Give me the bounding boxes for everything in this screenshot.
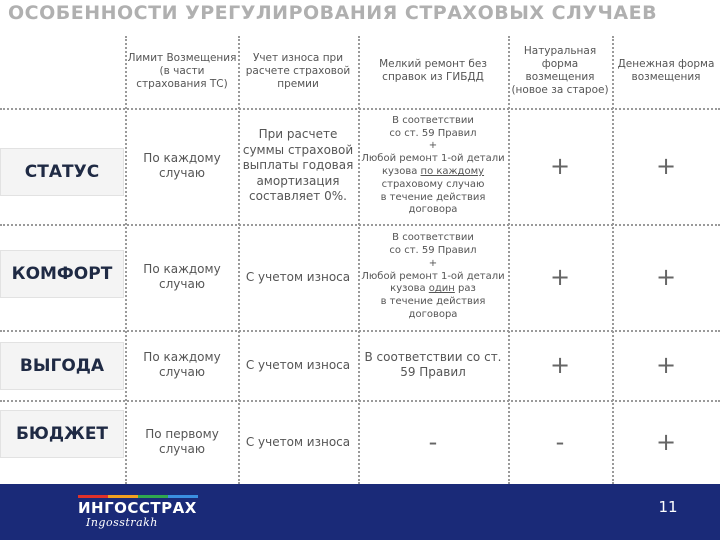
- repair-line: В соответствии: [392, 232, 474, 244]
- budget-money-mark: +: [655, 428, 677, 456]
- repair-line: в течение действия договора: [380, 191, 486, 216]
- status-natural-mark: +: [549, 152, 571, 180]
- header-natural-form: Натуральная форма возмещения (новое за старое): [511, 45, 609, 96]
- header-wear: Учет износа при расчете страховой премии: [245, 51, 351, 90]
- benefit-small-repair: В соответствии со ст. 59 Правил: [364, 350, 502, 379]
- page-number: 11: [658, 498, 678, 516]
- status-wear: При расчете суммы страховой выплаты годовая амортизация составляет 0%.: [242, 127, 354, 204]
- row-label-status: СТАТУС: [0, 148, 124, 196]
- benefit-limit: По каждому случаю: [143, 350, 221, 379]
- repair-line: со ст. 59 Правил: [389, 127, 477, 139]
- logo-wordmark: ИНГОССТРАХ: [78, 499, 197, 517]
- budget-natural-mark: -: [555, 428, 565, 456]
- comfort-money-mark: +: [655, 263, 677, 291]
- header-limit: Лимит Возмещения (в части страхования ТС): [127, 51, 237, 90]
- repair-line: со ст. 59 Правил: [389, 245, 477, 256]
- benefit-natural-mark: +: [549, 351, 571, 379]
- repair-line: В соответствии: [392, 114, 474, 126]
- budget-wear: С учетом износа: [245, 434, 351, 449]
- status-money-mark: +: [655, 152, 677, 180]
- repair-detail: Любой ремонт 1-ой детали кузова по каждому страховому случаю: [361, 153, 505, 190]
- benefit-money-mark: +: [655, 351, 677, 379]
- row-label-budget: БЮДЖЕТ: [0, 410, 124, 458]
- logo-script: Ingosstrakh: [86, 516, 158, 529]
- row-label-comfort: КОМФОРТ: [0, 250, 124, 298]
- comfort-natural-mark: +: [549, 263, 571, 291]
- repair-detail: Любой ремонт 1-ой детали кузова один раз: [361, 270, 505, 295]
- budget-limit: По первому случаю: [145, 427, 219, 456]
- benefit-wear: С учетом износа: [245, 357, 351, 372]
- repair-plus: +: [428, 140, 438, 152]
- status-small-repair: [360, 110, 506, 222]
- logo-stripe: [78, 495, 198, 498]
- repair-line: в течение действия договора: [380, 296, 486, 320]
- status-limit: По каждому случаю: [143, 151, 221, 180]
- header-small-repair: Мелкий ремонт без справок из ГИБДД: [379, 58, 487, 83]
- comfort-wear: С учетом износа: [245, 269, 351, 284]
- budget-small-repair: -: [428, 428, 438, 456]
- header-money-form: Денежная форма возмещения: [617, 58, 715, 83]
- repair-plus: +: [428, 257, 438, 269]
- comfort-limit: По каждому случаю: [143, 262, 221, 291]
- comfort-small-repair: [360, 226, 506, 328]
- company-logo: [78, 495, 198, 531]
- row-label-benefit: ВЫГОДА: [0, 342, 124, 390]
- page-title: ОСОБЕННОСТИ УРЕГУЛИРОВАНИЯ СТРАХОВЫХ СЛУЧАЕВ: [8, 2, 658, 24]
